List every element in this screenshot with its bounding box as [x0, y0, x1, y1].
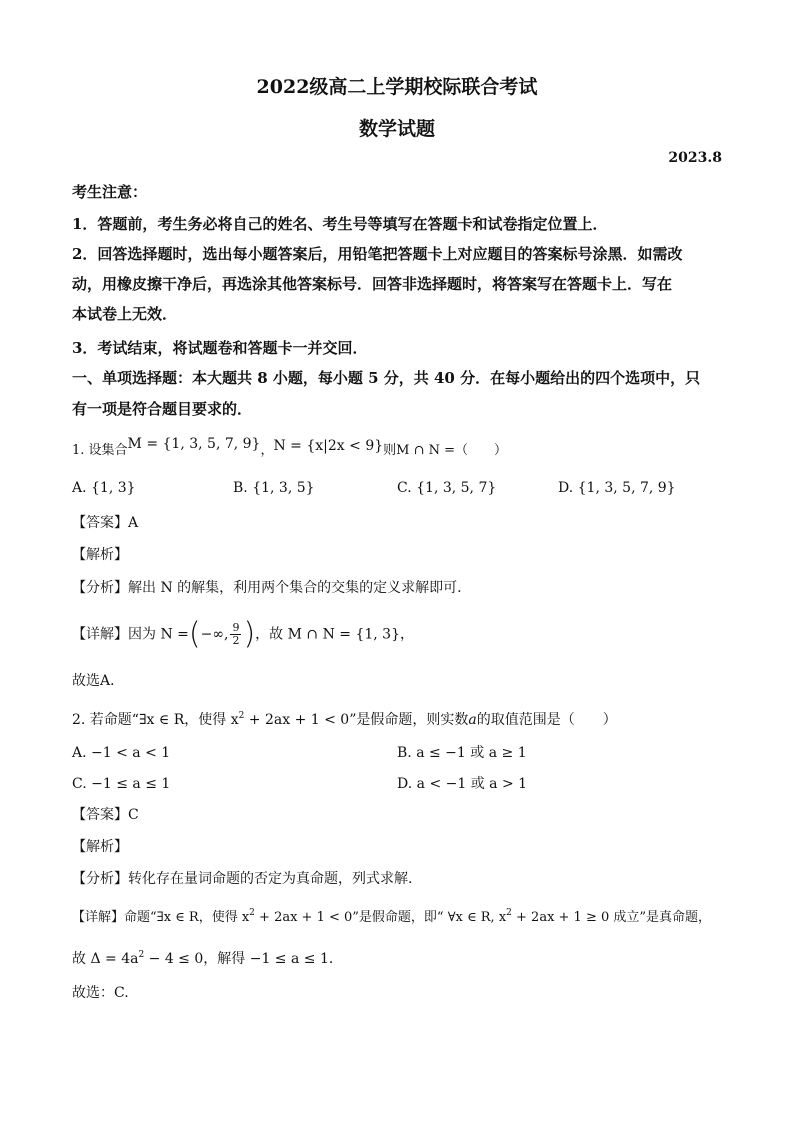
exam-date: 2023.8	[668, 150, 722, 166]
q1-option-b-letter: B.	[233, 480, 248, 496]
q2-detail	[72, 903, 711, 928]
q1-fraction-denominator: 2	[232, 634, 240, 647]
q1-set-n: N = {x|2x < 9}	[273, 438, 384, 454]
q1-option-a-letter: A.	[72, 480, 87, 496]
q2-option-d-letter: D.	[397, 776, 413, 792]
q1-detail-prefix: 【详解】因为	[72, 626, 156, 643]
q2-option-b-text: a ≤ −1 或 a ≥ 1	[416, 745, 527, 761]
q1-option-d-letter: D.	[558, 480, 574, 496]
q2-detail-sup-1: 2	[249, 908, 255, 918]
q2-fenxi: 【分析】转化存在量词命题的否定为真命题，列式求解.	[72, 871, 413, 887]
q2-option-c-text: −1 ≤ a ≤ 1	[91, 776, 171, 792]
q1-option-d	[558, 478, 676, 498]
q1-detail-interval-left: −∞,	[200, 626, 229, 643]
notice-item-1: 1．答题前，考生务必将自己的姓名、考生号等填写在答题卡和试卷指定位置上．	[72, 215, 608, 233]
q1-answer: 【答案】A	[72, 515, 139, 531]
q2-option-c	[72, 774, 170, 794]
q2-option-a-letter: A.	[72, 745, 87, 761]
q2-stem	[72, 706, 617, 730]
q1-option-d-text: {1, 3, 5, 7, 9}	[577, 480, 676, 496]
left-paren-icon: (	[188, 616, 201, 652]
q1-detail-n: N =	[160, 626, 189, 643]
q1-analysis-label: 【解析】	[72, 547, 128, 563]
notice-item-2-line-2: 动，用橡皮擦干净后，再选涂其他答案标号．回答非选择题时，将答案写在答题卡上．写在	[72, 275, 673, 293]
q1-stem-prefix: 1. 设集合	[72, 443, 128, 458]
notice-item-3: 3．考试结束，将试题卷和答题卡一并交回．	[72, 339, 368, 357]
notice-item-2-line-3: 本试卷上无效．	[72, 305, 178, 323]
q2-detail-sup-2: 2	[506, 908, 512, 918]
section-1-line-1: 一、单项选择题：本大题共 8 小题，每小题 5 分，共 40 分．在每小题给出的四个选项中，只	[72, 369, 701, 387]
q2-stem-suffix: 的取值范围是（ ）	[476, 712, 617, 728]
q2-delta-b: − 4 ≤ 0，解得 −1 ≤ a ≤ 1．	[144, 951, 343, 967]
q1-option-a-text: {1, 3}	[91, 480, 136, 496]
q1-fenxi: 【分析】解出 N 的解集，利用两个集合的交集的定义求解即可.	[72, 580, 462, 596]
q2-conclusion: 故选：C.	[72, 985, 129, 1001]
q1-option-c-text: {1, 3, 5, 7}	[416, 480, 497, 496]
q2-delta-sup: 2	[138, 950, 145, 960]
section-1-line-2: 有一项是符合题目要求的．	[72, 400, 253, 418]
q1-option-c	[397, 478, 496, 498]
q1-sep: ，	[260, 443, 274, 458]
q1-conclusion: 故选A．	[72, 673, 125, 689]
q2-stem-sup: 2	[238, 711, 245, 721]
q2-stem-prefix: 2. 若命题“∃x ∈ R，使得 x	[72, 712, 239, 728]
q1-option-b	[233, 478, 315, 498]
q2-analysis-label: 【解析】	[72, 839, 128, 855]
q1-option-c-letter: C.	[397, 480, 412, 496]
q2-option-d	[397, 774, 527, 794]
q2-detail-b: + 2ax + 1 < 0”是假命题，即“ ∀x ∈ R, x	[254, 910, 507, 925]
q2-option-a-text: −1 < a < 1	[91, 745, 171, 761]
q2-option-b-letter: B.	[397, 745, 412, 761]
q1-option-a	[72, 478, 136, 498]
q2-stem-var: a	[468, 712, 477, 728]
q2-option-b	[397, 743, 527, 763]
q2-option-c-letter: C.	[72, 776, 87, 792]
q2-detail-c: + 2ax + 1 ≥ 0 成立”是真命题，	[511, 910, 712, 925]
q2-answer: 【答案】C	[72, 807, 139, 823]
q1-set-m: M = {1, 3, 5, 7, 9}	[127, 436, 261, 452]
q1-detail	[72, 616, 414, 652]
q2-delta	[72, 945, 343, 969]
notice-item-2-line-1: 2．回答选择题时，选出每小题答案后，用铅笔把答题卡上对应题目的答案标号涂黑．如需改	[72, 245, 683, 263]
q1-stem	[72, 436, 508, 461]
q2-option-a	[72, 743, 170, 763]
q2-delta-a: 故 Δ = 4a	[72, 951, 139, 967]
exam-subtitle: 数学试题	[358, 118, 435, 140]
q1-stem-suffix: 则M ∩ N =（ ）	[383, 443, 508, 458]
q1-detail-suffix: ，故 M ∩ N = {1, 3}，	[255, 626, 414, 643]
q1-option-b-text: {1, 3, 5}	[252, 480, 315, 496]
q2-detail-a: 【详解】命题“∃x ∈ R，使得 x	[72, 910, 250, 925]
q2-stem-mid: + 2ax + 1 < 0”是假命题，则实数	[244, 712, 469, 728]
q2-option-d-text: a < −1 或 a > 1	[416, 776, 528, 792]
notice-heading: 考生注意：	[72, 183, 148, 201]
exam-title: 2022级高二上学期校际联合考试	[256, 76, 538, 98]
q1-fraction-numerator: 9	[232, 621, 240, 634]
q1-fraction	[230, 622, 241, 647]
right-paren-icon: )	[243, 616, 256, 652]
